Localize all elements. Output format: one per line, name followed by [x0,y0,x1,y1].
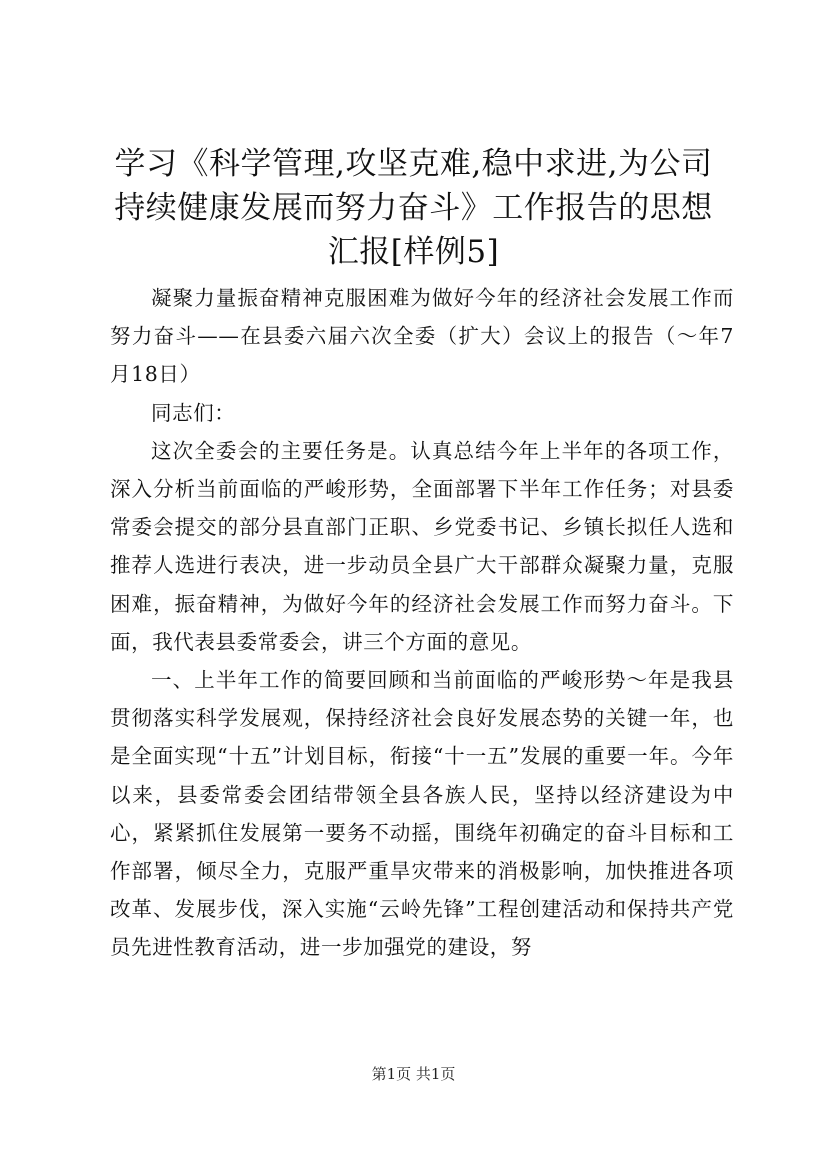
paragraph-salutation: 同志们： [151,400,236,425]
paragraph-subtitle: 凝聚力量振奋精神克服困难为做好今年的经济社会发展工作而努力奋斗——在县委六届六次全委（扩大）会议上的报告（～年7月18日） [110,286,734,387]
document-body [110,279,734,967]
document-title: 学习《科学管理,攻坚克难,稳中求进,为公司持续健康发展而努力奋斗》工作报告的思想汇报[样例5] [114,146,713,270]
paragraph-section-one: 一、上半年工作的简要回顾和当前面临的严峻形势～年是我县贯彻落实科学发展观，保持经济社会良好发展态势的关键一年，也是全面实现“十五”计划目标，衔接“十一五”发展的重要一年。今年以来，县委常委会团结带领全县各族人民，坚持以经济建设为中心，紧紧抓住发展第一要务不动摇，围绕年初确定的奋斗目标和工作部署，倾尽全力，克服严重旱灾带来的消极影响，加快推进各项改革、发展步伐，深入实施“云岭先锋”工程创建活动和保持共产党员先进性教育活动，进一步加强党的建设，努 [110,668,734,960]
page-footer: 第1页 共1页 [371,1065,456,1083]
paragraph-intro: 这次全委会的主要任务是。认真总结今年上半年的各项工作，深入分析当前面临的严峻形势，全面部署下半年工作任务；对县委常委会提交的部分县直部门正职、乡党委书记、乡镇长拟任人选和推荐人选进行表决，进一步动员全县广大干部群众凝聚力量，克服困难，振奋精神，为做好今年的经济社会发展工作而努力奋斗。下面，我代表县委常委会，讲三个方面的意见。 [110,438,734,654]
